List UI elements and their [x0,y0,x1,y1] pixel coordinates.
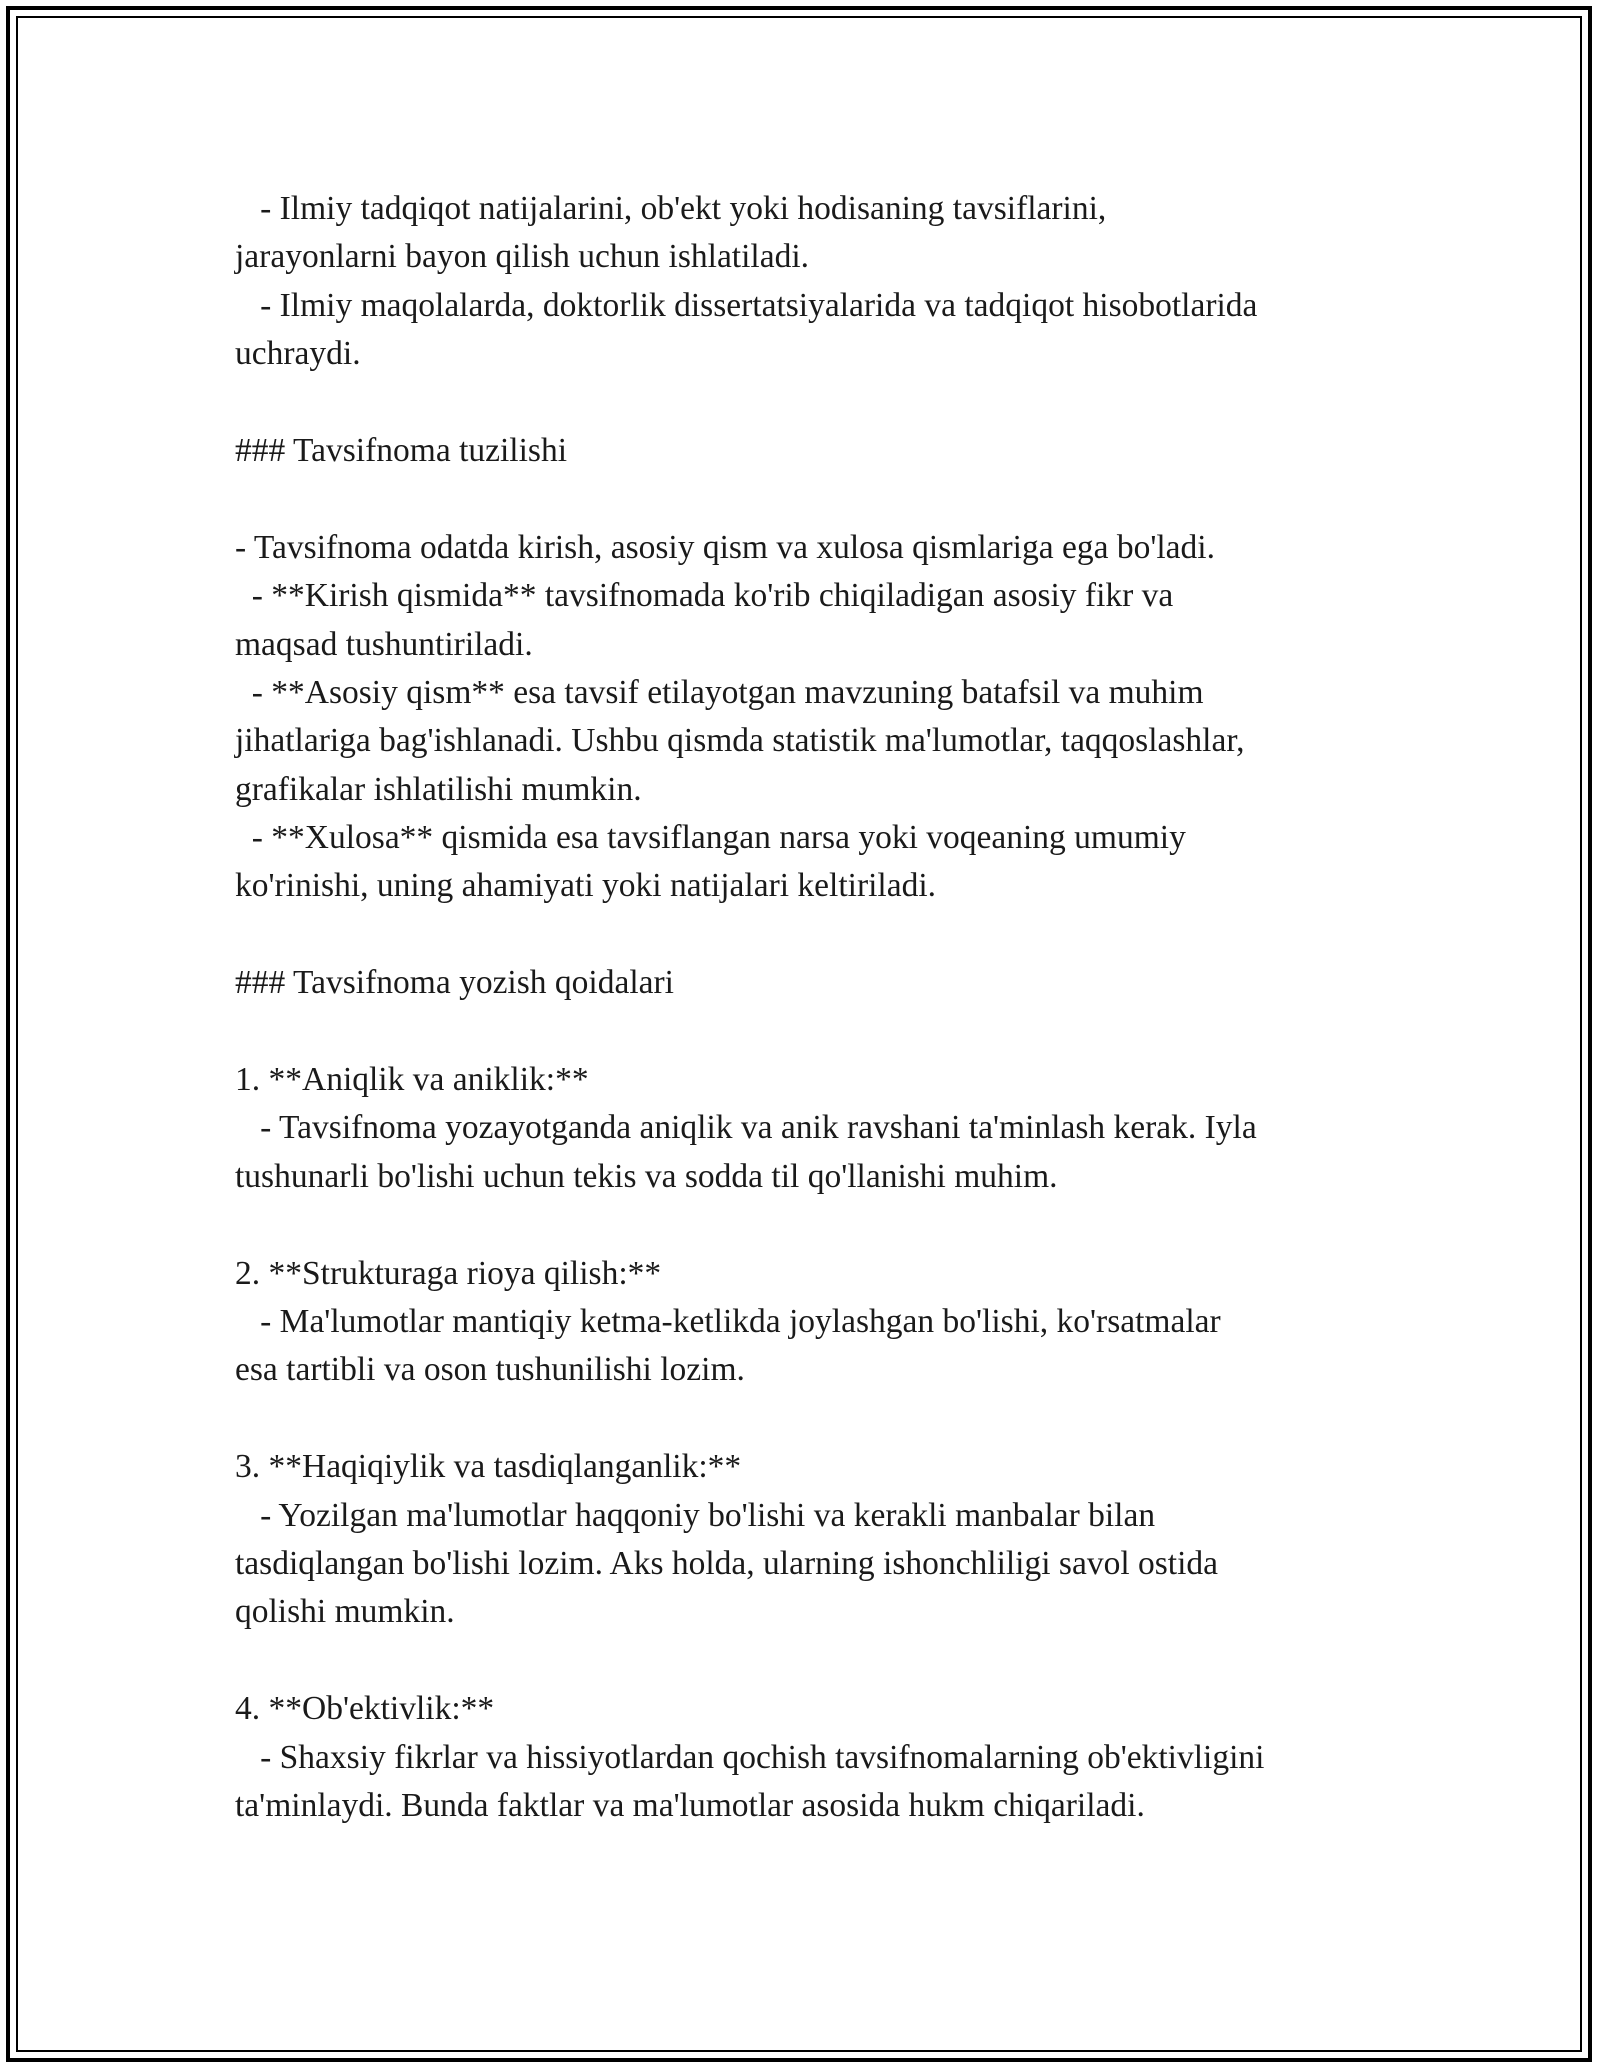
blank-line [235,911,1415,959]
section-heading: ### Tavsifnoma yozish qoidalari [235,964,674,1002]
text-line: - **Xulosa** qismida esa tavsiflangan narsa yoki voqeaning umumiy [235,819,1186,857]
blank-line [235,379,1415,427]
list-item-title: 4. **Ob'ektivlik:** [235,1690,495,1728]
list-item-title: 2. **Strukturaga rioya qilish:** [235,1254,662,1292]
text-line: - Ilmiy tadqiqot natijalarini, ob'ekt yoki hodisaning tavsiflarini, [235,190,1107,227]
text-line: ta'minlaydi. Bunda faktlar va ma'lumotlar asosida hukm chiqariladi. [235,1786,1145,1824]
text-line: tasdiqlangan bo'lishi lozim. Aks holda, ularning ishonchliligi savol ostida [235,1544,1219,1582]
blank-line [235,475,1415,523]
text-line: - **Asosiy qism** esa tavsif etilayotgan mavzuning batafsil va muhim [235,673,1204,711]
blank-line [235,1395,1415,1443]
section-heading: ### Tavsifnoma tuzilishi [235,431,568,469]
text-line: grafikalar ishlatilishi mumkin. [235,770,642,808]
list-item-title: 1. **Aniqlik va aniklik:** [235,1061,589,1099]
text-line: - Ilmiy maqolalarda, doktorlik dissertatsiyalarida va tadqiqot hisobotlarida [235,286,1258,324]
text-line: - **Kirish qismida** tavsifnomada ko'rib chiqiladigan asosiy fikr va [235,577,1174,615]
blank-line [235,1008,1415,1056]
text-line: jarayonlarni bayon qilish uchun ishlatiladi. [235,238,810,276]
text-line: tushunarli bo'lishi uchun tekis va sodda til qo'llanishi muhim. [235,1157,1058,1195]
text-line: maqsad tushuntiriladi. [235,625,533,663]
list-item-title: 3. **Haqiqiylik va tasdiqlanganlik:** [235,1448,742,1486]
text-line: uchraydi. [235,335,361,373]
text-line: ko'rinishi, uning ahamiyati yoki natijalari keltiriladi. [235,867,937,905]
blank-line [235,1201,1415,1249]
text-line: - Tavsifnoma yozayotganda aniqlik va anik ravshani ta'minlash kerak. Iyla [235,1109,1257,1147]
text-line: qolishi mumkin. [235,1593,455,1631]
blank-line [235,1637,1415,1685]
text-line: - Tavsifnoma odatda kirish, asosiy qism va xulosa qismlariga ega bo'ladi. [235,528,1215,566]
document-body [235,185,1415,1830]
text-line: - Ma'lumotlar mantiqiy ketma-ketlikda joylashgan bo'lishi, ko'rsatmalar [235,1302,1221,1340]
text-line: esa tartibli va oson tushunilishi lozim. [235,1351,745,1389]
text-line: - Shaxsiy fikrlar va hissiyotlardan qochish tavsifnomalarning ob'ektivligini [235,1738,1265,1776]
text-line: jihatlariga bag'ishlanadi. Ushbu qismda statistik ma'lumotlar, taqqoslashlar, [235,722,1245,760]
text-line: - Yozilgan ma'lumotlar haqqoniy bo'lishi va kerakli manbalar bilan [235,1496,1156,1534]
